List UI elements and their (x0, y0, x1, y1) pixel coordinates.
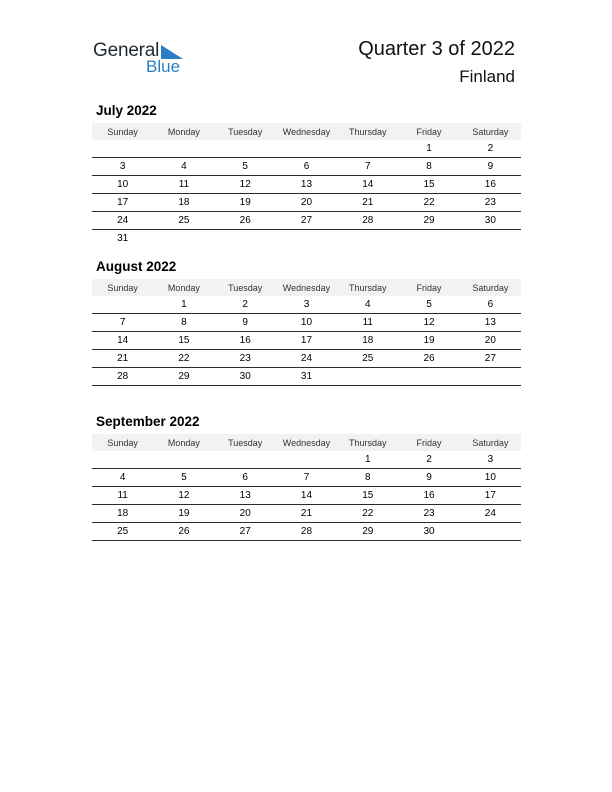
day-cell: 2 (460, 140, 521, 158)
day-cell: 31 (117, 233, 129, 244)
week-row (92, 451, 521, 469)
week-row (92, 368, 521, 386)
weekday-header: Monday (153, 123, 214, 140)
day-cell (92, 451, 153, 469)
generalblue-logo (93, 40, 193, 80)
weekday-header: Sunday (92, 279, 153, 296)
day-cell: 29 (337, 523, 398, 541)
day-cell: 26 (153, 523, 214, 541)
day-cell (337, 368, 398, 386)
day-cell: 10 (460, 469, 521, 487)
day-cell: 5 (153, 469, 214, 487)
calendar-table (92, 434, 521, 541)
day-cell: 2 (215, 296, 276, 314)
weekday-header: Wednesday (276, 279, 337, 296)
week-row (92, 505, 521, 523)
day-cell (276, 140, 337, 158)
day-cell: 20 (276, 194, 337, 212)
day-cell: 7 (276, 469, 337, 487)
day-cell: 25 (337, 350, 398, 368)
weekday-header: Tuesday (215, 279, 276, 296)
weekday-header: Thursday (337, 279, 398, 296)
week-row (92, 230, 521, 248)
logo-text-general: General (93, 40, 160, 61)
day-cell: 4 (92, 469, 153, 487)
day-cell: 24 (276, 350, 337, 368)
day-cell (215, 230, 276, 248)
day-cell: 29 (398, 212, 459, 230)
day-cell: 26 (215, 212, 276, 230)
day-cell: 23 (398, 505, 459, 523)
day-cell (460, 368, 521, 386)
day-cell: 7 (92, 314, 153, 332)
day-cell: 24 (92, 212, 153, 230)
day-cell: 23 (460, 194, 521, 212)
country-name: Finland (459, 67, 515, 86)
day-cell: 14 (276, 487, 337, 505)
day-cell: 27 (276, 212, 337, 230)
day-cell: 27 (460, 350, 521, 368)
week-row (92, 212, 521, 230)
day-cell (153, 140, 214, 158)
weekday-header: Friday (398, 123, 459, 140)
day-cell: 14 (92, 332, 153, 350)
day-cell: 11 (153, 176, 214, 194)
day-cell: 21 (276, 505, 337, 523)
month-title: August 2022 (96, 259, 177, 274)
day-cell (276, 451, 337, 469)
weekday-header: Monday (153, 279, 214, 296)
day-cell (215, 451, 276, 469)
day-cell: 25 (92, 523, 153, 541)
day-cell: 19 (153, 505, 214, 523)
day-cell: 5 (215, 158, 276, 176)
day-cell: 28 (337, 212, 398, 230)
day-cell (398, 368, 459, 386)
day-cell: 28 (92, 368, 153, 386)
day-cell: 15 (337, 487, 398, 505)
day-cell: 11 (92, 487, 153, 505)
week-row (92, 296, 521, 314)
day-cell: 18 (337, 332, 398, 350)
weekday-header-row (92, 434, 521, 451)
day-cell: 15 (153, 332, 214, 350)
weekday-header: Sunday (92, 434, 153, 451)
day-cell (337, 230, 398, 248)
day-cell: 21 (337, 194, 398, 212)
day-cell: 14 (337, 176, 398, 194)
page-title: Quarter 3 of 2022 (358, 38, 515, 60)
day-cell: 12 (153, 487, 214, 505)
day-cell: 21 (92, 350, 153, 368)
day-cell: 1 (153, 296, 214, 314)
day-cell: 4 (337, 296, 398, 314)
day-cell: 2 (398, 451, 459, 469)
day-cell: 6 (276, 158, 337, 176)
day-cell: 31 (276, 368, 337, 386)
week-row (92, 140, 521, 158)
month-title: September 2022 (96, 414, 200, 429)
day-cell (460, 230, 521, 248)
day-cell: 30 (215, 368, 276, 386)
week-row (92, 350, 521, 368)
day-cell: 24 (460, 505, 521, 523)
day-cell: 26 (398, 350, 459, 368)
day-cell: 8 (153, 314, 214, 332)
day-cell: 9 (215, 314, 276, 332)
week-row (92, 523, 521, 541)
day-cell: 13 (276, 176, 337, 194)
day-cell: 12 (398, 314, 459, 332)
day-cell: 9 (460, 158, 521, 176)
day-cell: 22 (153, 350, 214, 368)
day-cell: 20 (215, 505, 276, 523)
month-september (92, 414, 521, 541)
day-cell: 4 (153, 158, 214, 176)
day-cell: 22 (398, 194, 459, 212)
logo-text-blue: Blue (146, 57, 181, 76)
weekday-header: Wednesday (276, 434, 337, 451)
day-cell: 12 (215, 176, 276, 194)
weekday-header: Wednesday (276, 123, 337, 140)
day-cell: 9 (398, 469, 459, 487)
week-row (92, 176, 521, 194)
weekday-header: Monday (153, 434, 214, 451)
day-cell (153, 451, 214, 469)
weekday-header: Friday (398, 434, 459, 451)
day-cell: 20 (460, 332, 521, 350)
day-cell (398, 230, 459, 248)
day-cell: 3 (460, 451, 521, 469)
weekday-header-row (92, 279, 521, 296)
day-cell: 18 (153, 194, 214, 212)
week-row (92, 487, 521, 505)
day-cell: 5 (398, 296, 459, 314)
day-cell: 23 (215, 350, 276, 368)
weekday-header: Thursday (337, 434, 398, 451)
day-cell: 10 (92, 176, 153, 194)
day-cell: 28 (276, 523, 337, 541)
day-cell (460, 523, 521, 541)
calendar-table (92, 123, 521, 247)
day-cell: 6 (460, 296, 521, 314)
day-cell (153, 230, 214, 248)
day-cell (92, 140, 153, 158)
day-cell: 13 (215, 487, 276, 505)
day-cell: 7 (337, 158, 398, 176)
day-cell: 19 (398, 332, 459, 350)
day-cell: 17 (460, 487, 521, 505)
day-cell: 16 (460, 176, 521, 194)
day-cell: 3 (92, 158, 153, 176)
day-cell: 1 (398, 140, 459, 158)
weekday-header-row (92, 123, 521, 140)
day-cell (337, 140, 398, 158)
day-cell (92, 296, 153, 314)
week-row (92, 469, 521, 487)
day-cell: 10 (276, 314, 337, 332)
month-august (92, 259, 521, 386)
day-cell: 16 (398, 487, 459, 505)
day-cell: 19 (215, 194, 276, 212)
weekday-header: Saturday (460, 434, 521, 451)
month-title: July 2022 (96, 103, 157, 118)
day-cell (215, 140, 276, 158)
weekday-header: Tuesday (215, 434, 276, 451)
week-row (92, 194, 521, 212)
day-cell: 3 (276, 296, 337, 314)
day-cell: 8 (398, 158, 459, 176)
day-cell: 11 (337, 314, 398, 332)
month-july (92, 103, 521, 247)
day-cell: 18 (92, 505, 153, 523)
day-cell: 29 (153, 368, 214, 386)
weekday-header: Friday (398, 279, 459, 296)
day-cell: 30 (460, 212, 521, 230)
day-cell: 1 (337, 451, 398, 469)
day-cell: 27 (215, 523, 276, 541)
weekday-header: Tuesday (215, 123, 276, 140)
week-row (92, 332, 521, 350)
day-cell: 17 (276, 332, 337, 350)
week-row (92, 314, 521, 332)
day-cell: 22 (337, 505, 398, 523)
day-cell: 16 (215, 332, 276, 350)
day-cell: 6 (215, 469, 276, 487)
day-cell: 17 (92, 194, 153, 212)
day-cell: 13 (460, 314, 521, 332)
day-cell: 30 (398, 523, 459, 541)
weekday-header: Sunday (92, 123, 153, 140)
weekday-header: Saturday (460, 123, 521, 140)
calendar-table (92, 279, 521, 386)
day-cell: 15 (398, 176, 459, 194)
weekday-header: Saturday (460, 279, 521, 296)
day-cell: 8 (337, 469, 398, 487)
day-cell: 25 (153, 212, 214, 230)
day-cell (276, 230, 337, 248)
weekday-header: Thursday (337, 123, 398, 140)
week-row (92, 158, 521, 176)
